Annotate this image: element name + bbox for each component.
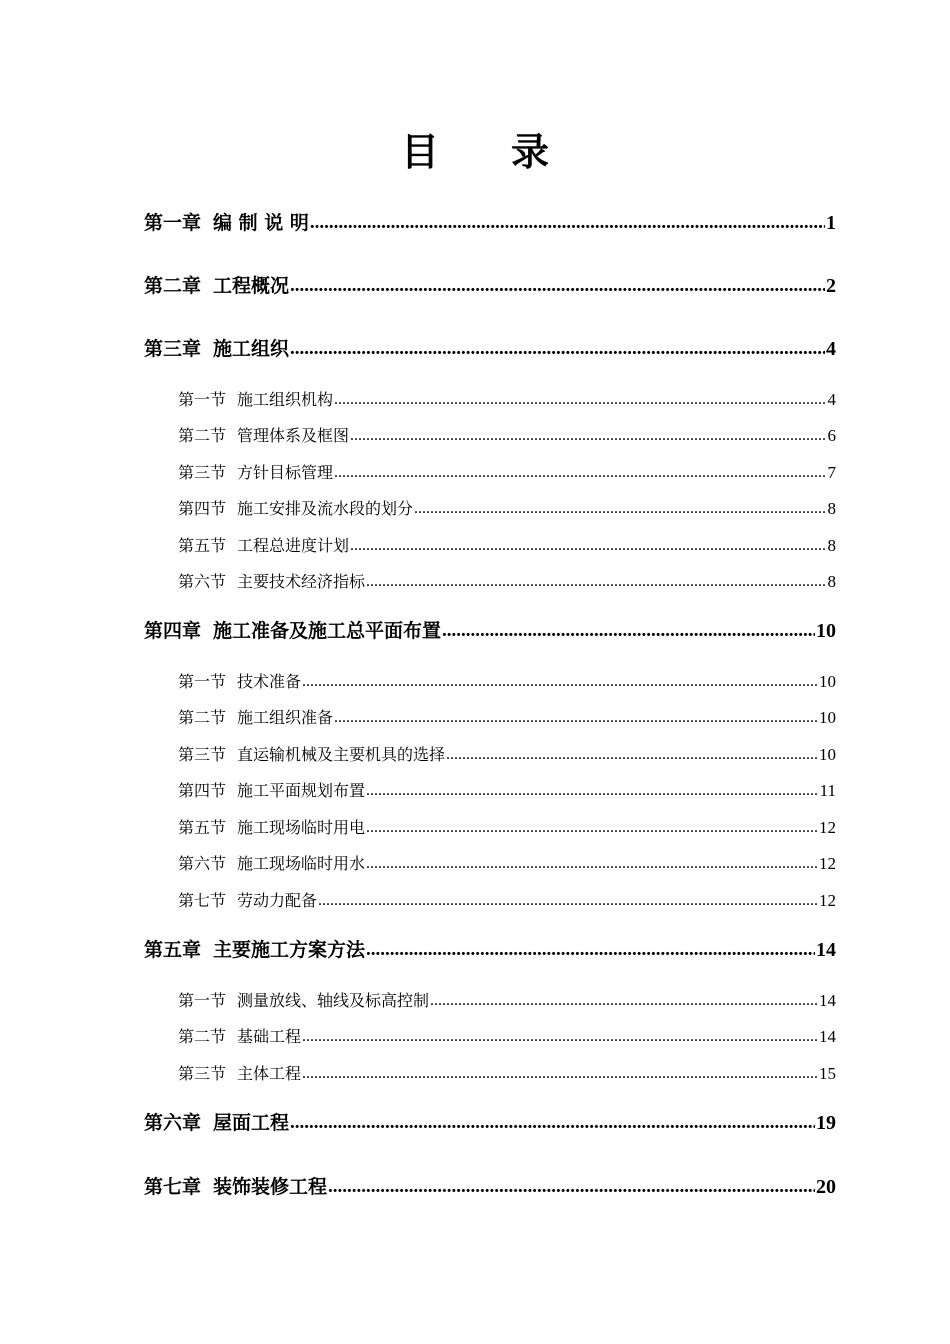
toc-entry-number: 第三节 (178, 745, 227, 764)
toc-section[interactable] (178, 670, 836, 694)
toc-chapter-3[interactable] (144, 334, 836, 364)
toc-chapter-2[interactable] (144, 271, 836, 301)
toc-entry-label: 基础工程 (237, 1027, 302, 1046)
toc-section[interactable] (178, 989, 836, 1013)
toc-entry-label: 施工现场临时用水 (237, 854, 366, 873)
toc-entry-page: 7 (827, 463, 836, 482)
toc-dot-leader (310, 208, 825, 238)
toc-entry-page: 10 (819, 708, 836, 727)
toc-chapter-7[interactable] (144, 1172, 836, 1202)
toc-dot-leader (366, 852, 818, 876)
toc-entry-page: 4 (827, 390, 836, 409)
toc-entry-number: 第一章 (144, 212, 202, 234)
toc-entry-number: 第五章 (144, 939, 202, 961)
toc-entry-label: 主要施工方案方法 (213, 939, 366, 961)
toc-entry-number: 第五节 (178, 536, 227, 555)
toc-section[interactable] (178, 852, 836, 876)
toc-entry-number: 第一节 (178, 390, 227, 409)
toc-entry-page: 14 (819, 991, 836, 1010)
toc-dot-leader (290, 334, 825, 364)
toc-entry-label: 施工组织机构 (237, 390, 334, 409)
toc-dot-leader (430, 989, 818, 1013)
toc-entry-page: 19 (816, 1112, 836, 1134)
toc-section[interactable] (178, 388, 836, 412)
title-char-2: 录 (511, 130, 550, 174)
toc-dot-leader (302, 670, 818, 694)
toc-dot-leader (366, 570, 826, 594)
toc-dot-leader (334, 461, 826, 485)
toc-section[interactable] (178, 706, 836, 730)
toc-entry-label: 直运输机械及主要机具的选择 (237, 745, 446, 764)
toc-dot-leader (290, 271, 825, 301)
toc-section[interactable] (178, 461, 836, 485)
toc-dot-leader (366, 779, 819, 803)
toc-chapter-1[interactable] (144, 208, 836, 238)
toc-entry-page: 15 (819, 1064, 836, 1083)
toc-entry-number: 第四章 (144, 620, 202, 642)
toc-entry-label: 施工平面规划布置 (237, 781, 366, 800)
toc-entry-label: 主要技术经济指标 (237, 572, 366, 591)
toc-entry-page: 12 (819, 891, 836, 910)
toc-entry-label: 劳动力配备 (237, 891, 318, 910)
toc-entry-number: 第三章 (144, 338, 202, 360)
toc-entry-number: 第二节 (178, 708, 227, 727)
toc-entry-page: 4 (826, 338, 836, 360)
toc-entry-label: 方针目标管理 (237, 463, 334, 482)
toc-section[interactable] (178, 779, 836, 803)
toc-entry-page: 2 (826, 275, 836, 297)
toc-section[interactable] (178, 1025, 836, 1049)
toc-dot-leader (328, 1172, 815, 1202)
toc-entry-number: 第六章 (144, 1112, 202, 1134)
toc-entry-label: 装饰装修工程 (213, 1176, 328, 1198)
toc-entry-number: 第五节 (178, 818, 227, 837)
toc-section[interactable] (178, 889, 836, 913)
toc-entry-label: 技术准备 (237, 672, 302, 691)
toc-entry-label: 主体工程 (237, 1064, 302, 1083)
toc-entry-page: 12 (819, 818, 836, 837)
toc-entry-page: 12 (819, 854, 836, 873)
toc-entry-number: 第二节 (178, 426, 227, 445)
toc-section[interactable] (178, 497, 836, 521)
title-char-1: 目 (400, 130, 439, 174)
toc-dot-leader (302, 1025, 818, 1049)
toc-dot-leader (318, 889, 818, 913)
toc-dot-leader (350, 534, 826, 558)
toc-entry-number: 第三节 (178, 1064, 227, 1083)
toc-entry-number: 第三节 (178, 463, 227, 482)
toc-entry-page: 1 (826, 212, 836, 234)
toc-dot-leader (414, 497, 826, 521)
toc-entry-page: 8 (827, 572, 836, 591)
toc-section[interactable] (178, 534, 836, 558)
toc-entry-label: 施工组织准备 (237, 708, 334, 727)
toc-chapter-5[interactable] (144, 935, 836, 965)
toc-entry-number: 第二章 (144, 275, 202, 297)
toc-entry-page: 8 (827, 499, 836, 518)
toc-entry-page: 6 (827, 426, 836, 445)
toc-entry-number: 第四节 (178, 781, 227, 800)
toc-entry-number: 第六节 (178, 854, 227, 873)
toc-section[interactable] (178, 424, 836, 448)
toc-chapter-6[interactable] (144, 1108, 836, 1138)
toc-dot-leader (350, 424, 826, 448)
toc-dot-leader (446, 743, 818, 767)
toc-dot-leader (302, 1062, 818, 1086)
toc-entry-number: 第七节 (178, 891, 227, 910)
toc-dot-leader (334, 388, 826, 412)
toc-entry-page: 11 (819, 781, 836, 800)
toc-entry-label: 测量放线、轴线及标高控制 (237, 991, 430, 1010)
toc-section[interactable] (178, 570, 836, 594)
toc-dot-leader (334, 706, 818, 730)
toc-entry-page: 10 (819, 672, 836, 691)
toc-entry-label: 编 制 说 明 (213, 212, 309, 234)
toc-entry-number: 第二节 (178, 1027, 227, 1046)
toc-entry-number: 第四节 (178, 499, 227, 518)
toc-entry-label: 施工安排及流水段的划分 (237, 499, 414, 518)
toc-dot-leader (366, 816, 818, 840)
toc-entry-number: 第一节 (178, 991, 227, 1010)
toc-entry-label: 施工组织 (213, 338, 290, 360)
toc-dot-leader (442, 616, 815, 646)
toc-dot-leader (366, 935, 815, 965)
toc-entry-number: 第七章 (144, 1176, 202, 1198)
toc-chapter-4[interactable] (144, 616, 836, 646)
toc-entry-number: 第一节 (178, 672, 227, 691)
toc-entry-label: 屋面工程 (213, 1112, 290, 1134)
toc-entry-label: 管理体系及框图 (237, 426, 350, 445)
toc-section[interactable] (178, 816, 836, 840)
toc-entry-page: 14 (816, 939, 836, 961)
toc-entry-number: 第六节 (178, 572, 227, 591)
toc-entry-label: 施工现场临时用电 (237, 818, 366, 837)
toc-dot-leader (290, 1108, 815, 1138)
toc-entry-page: 10 (819, 745, 836, 764)
toc-entry-page: 10 (816, 620, 836, 642)
toc-entry-page: 8 (827, 536, 836, 555)
toc-section[interactable] (178, 1062, 836, 1086)
toc-entry-page: 20 (816, 1176, 836, 1198)
toc-entry-label: 施工准备及施工总平面布置 (213, 620, 442, 642)
toc-section[interactable] (178, 743, 836, 767)
toc-entry-page: 14 (819, 1027, 836, 1046)
toc-entry-label: 工程总进度计划 (237, 536, 350, 555)
toc-entry-label: 工程概况 (213, 275, 290, 297)
